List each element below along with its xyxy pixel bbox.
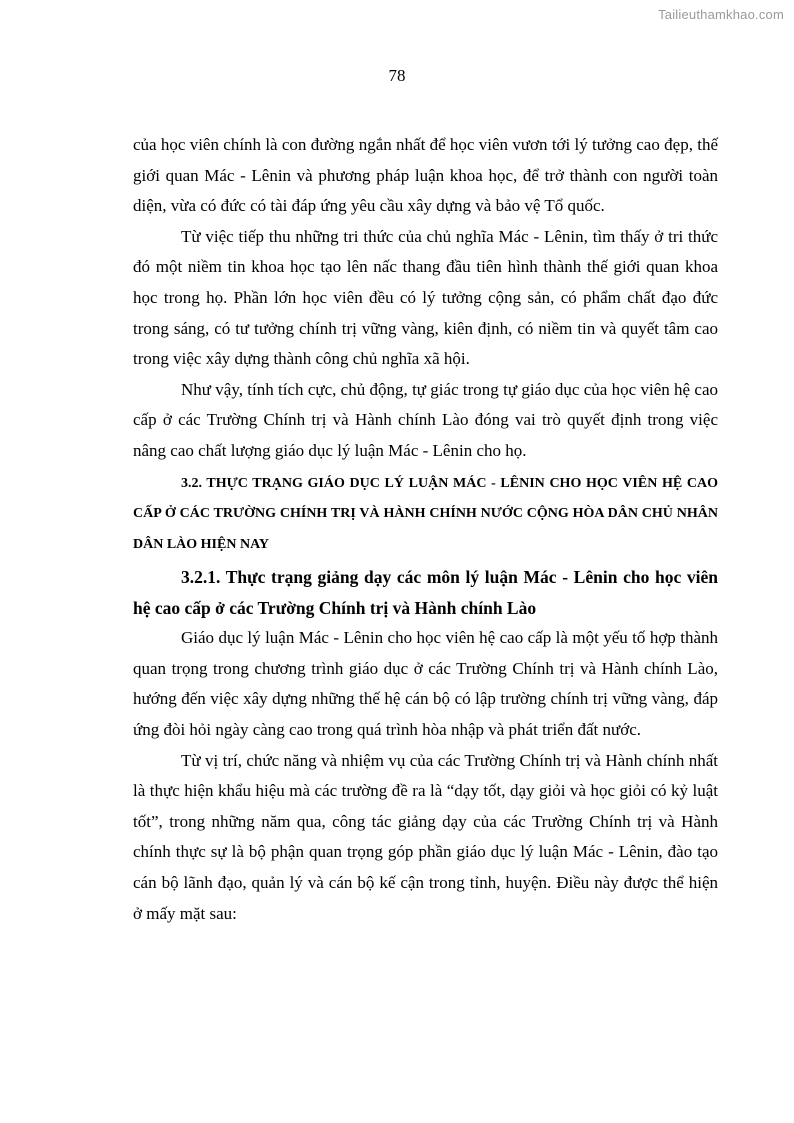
- watermark: Tailieuthamkhao.com: [658, 7, 784, 22]
- section-heading: 3.2. THỰC TRẠNG GIÁO DỤC LÝ LUẬN MÁC - LÊNIN CHO HỌC VIÊN HỆ CAO CẤP Ở CÁC TRƯỜNG CHÍNH TRỊ VÀ HÀNH CHÍNH NƯỚC CỘNG HÒA DÂN CHỦ NHÂN DÂN LÀO HIỆN NAY: [133, 475, 718, 552]
- page-number: 78: [388, 66, 406, 85]
- paragraph: Giáo dục lý luận Mác - Lênin cho học viên hệ cao cấp là một yếu tố hợp thành quan trọng trong chương trình giáo dục ở các Trường Chính trị và Hành chính Lào, hướng đến việc xây dựng những thế hệ cán bộ có lập trường chính trị vững vàng, đáp ứng đòi hỏi ngày càng cao trong quá trình hòa nhập và phát triển đất nước.: [133, 628, 718, 739]
- paragraph-continuation: của học viên chính là con đường ngắn nhất để học viên vươn tới lý tưởng cao đẹp, thế giới quan Mác - Lênin và phương pháp luận khoa học, để trở thành con người toàn diện, vừa có đức có tài đáp ứng yêu cầu xây dựng và bảo vệ Tổ quốc.: [133, 135, 718, 216]
- paragraph: Từ vị trí, chức năng và nhiệm vụ của các Trường Chính trị và Hành chính nhất là thực hiện khẩu hiệu mà các trường đề ra là “dạy tốt, dạy giỏi và học giỏi có kỷ luật tốt”, trong những năm qua, công tác giảng dạy của các Trường Chính trị và Hành chính thực sự là bộ phận quan trọng góp phần giáo dục lý luận Mác - Lênin, đào tạo cán bộ lãnh đạo, quản lý và cán bộ kế cận trong tỉnh, huyện. Điều này được thể hiện ở mấy mặt sau:: [133, 750, 718, 923]
- paragraph: Từ việc tiếp thu những tri thức của chủ nghĩa Mác - Lênin, tìm thấy ở tri thức đó một niềm tin khoa học tạo lên nấc thang đầu tiên hình thành thế giới quan khoa học trong họ. Phần lớn học viên đều có lý tưởng cộng sản, có phẩm chất đạo đức trong sáng, có tư tưởng chính trị vững vàng, kiên định, có niềm tin và quyết tâm cao trong việc xây dựng thành công chủ nghĩa xã hội.: [133, 226, 718, 369]
- document-body: [133, 130, 718, 929]
- paragraph: Như vậy, tính tích cực, chủ động, tự giác trong tự giáo dục của học viên hệ cao cấp ở các Trường Chính trị và Hành chính Lào đóng vai trò quyết định trong việc nâng cao chất lượng giáo dục lý luận Mác - Lênin cho họ.: [133, 379, 718, 460]
- subsection-heading: 3.2.1. Thực trạng giảng dạy các môn lý luận Mác - Lênin cho học viên hệ cao cấp ở các Trường Chính trị và Hành chính Lào: [133, 567, 718, 618]
